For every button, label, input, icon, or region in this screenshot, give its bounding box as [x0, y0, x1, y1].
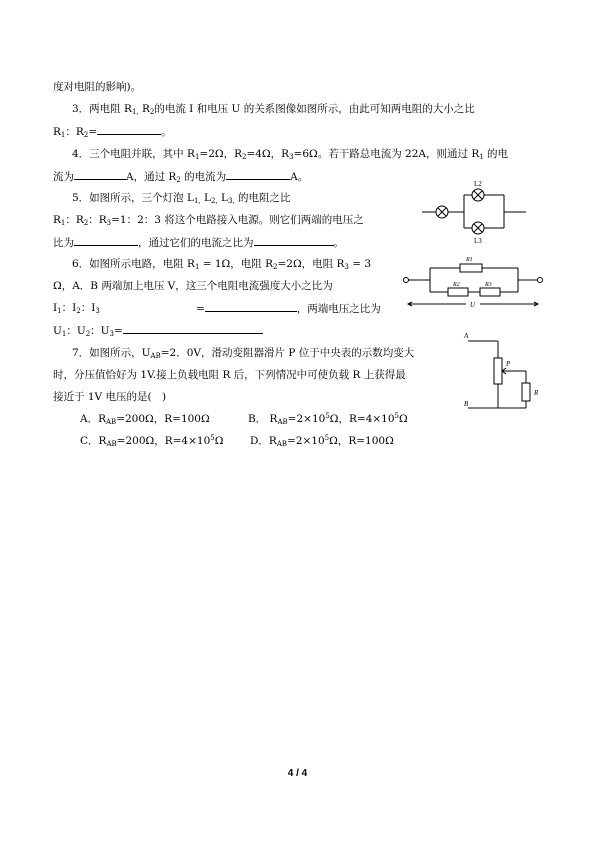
label-u: U	[470, 301, 476, 309]
text-line: 度对电阻的影响)。	[53, 81, 142, 93]
answer-blank[interactable]	[74, 235, 138, 246]
label-r3: R3	[485, 282, 492, 288]
option-a[interactable]: A．$R_{AB}=200\Omega$，R=100Ω	[80, 413, 210, 426]
question-6-voltage: $U_1$：$U_2$：$U_3=$	[53, 323, 263, 338]
label-r: R	[534, 389, 539, 397]
answer-blank[interactable]	[254, 235, 334, 246]
option-d[interactable]: D．$R_{AB}=2\times 10^5\Omega$，R=100Ω	[250, 434, 394, 448]
question-3: 3．两电阻 $R_{1,}$ $R_2$的电流 I 和电压 U 的关系图像如图所示，由此可知两电阻的大小之比	[72, 103, 475, 116]
answer-blank[interactable]	[226, 169, 290, 180]
label-a: A	[464, 332, 469, 340]
answer-blank[interactable]	[97, 124, 161, 135]
question-6: 6．如图所示电路，电阻 $R_1 = 1\Omega$，电阻 $R_2=2\Omega$，电阻 $R_3 = 3$	[72, 258, 372, 271]
label-l2: L2	[474, 180, 482, 188]
label-r1: R1	[466, 257, 473, 263]
page-number: 4 / 4	[287, 768, 308, 779]
option-b[interactable]: B． $R_{AB}=2\times 10^5\Omega$，$R=4\times 10^5\Omega$	[248, 412, 408, 426]
question-5: 5．如图所示，三个灯泡 $L_{1,}$ $L_{2,}$ $L_{3,}$ 的电阻之比	[72, 192, 291, 205]
terminal-a-icon	[404, 278, 409, 283]
lamp-circuit-diagram	[420, 180, 530, 245]
question-4: 4．三个电阻并联，其中 $R_1=2\Omega$，$R_2=4\Omega$，$R_3=6\Omega$。若干路总电流为 22A，则通过 $R_1$ 的电	[72, 148, 509, 161]
load-resistor-icon	[522, 383, 530, 401]
answer-blank[interactable]	[205, 301, 297, 312]
question-7: 7．如图所示，$U_{AB}=2$．0V，滑动变阻器滑片 P 位于中央表的示数均变大	[72, 347, 415, 360]
resistor-r2-icon	[448, 288, 468, 296]
question-3-answer: $R_1$：$R_2=$ 。	[53, 126, 172, 139]
question-7-text: 接近于 1V 电压的是( )	[53, 391, 167, 403]
question-4-answer: 流为 A，通过 $R_2$ 的电流为 A。	[53, 171, 309, 184]
label-b: B	[464, 400, 469, 408]
question-6-current-blank: = ，两端电压之比为	[196, 303, 381, 315]
resistor-r3-icon	[480, 288, 500, 296]
rheostat-icon	[494, 358, 502, 384]
terminal-b-icon	[538, 278, 543, 283]
question-6-current: $I_1$：$I_2$：$I_3$	[53, 302, 100, 315]
voltage-divider-diagram	[460, 330, 550, 415]
option-c[interactable]: C．$R_{AB}=200\Omega$，$R=4\times 10^5\Omega$	[80, 434, 224, 448]
label-r2: R2	[453, 282, 460, 288]
question-6-text: Ω，A．B 两端加上电压 V，这三个电阻电流强度大小之比为	[53, 280, 333, 292]
question-5-ratio: $R_1$：$R_2$：$R_3=1$：2：3 将这个电路接入电源。则它们两端的电压之	[53, 214, 364, 227]
label-p: P	[506, 360, 511, 368]
resistor-r1-icon	[460, 264, 482, 272]
resistor-network-diagram	[400, 254, 550, 310]
question-7-text: 时，分压值恰好为 1V.接上负载电阻 R 后，下列情况中可使负载 R 上获得最	[53, 369, 406, 381]
answer-blank[interactable]	[74, 169, 126, 180]
answer-blank[interactable]	[123, 323, 263, 334]
question-5-answer: 比为 ，通过它们的电流之比为 。	[53, 237, 344, 249]
label-l3: L3	[474, 237, 482, 245]
